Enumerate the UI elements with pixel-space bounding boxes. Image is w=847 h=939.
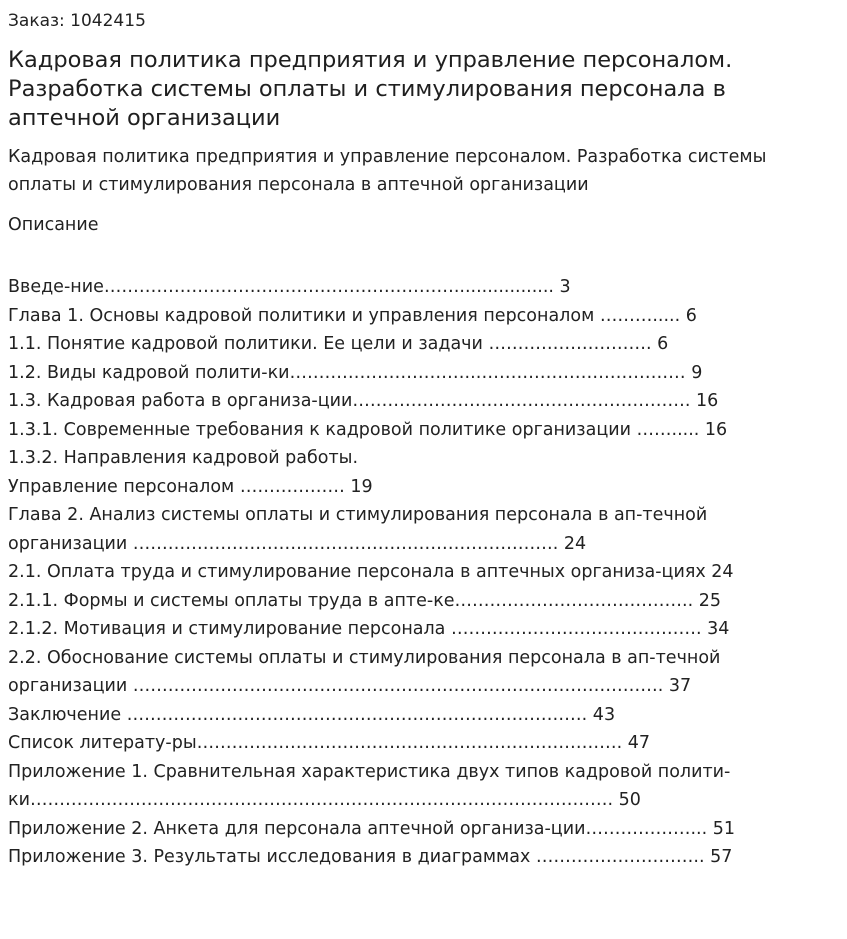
toc-line: 2.1.1. Формы и системы оплаты труда в апте-ке………………………………….. 25: [8, 590, 721, 611]
subtitle-line: Кадровая политика предприятия и управление персоналом. Разработка системы: [8, 147, 767, 167]
toc-line: Глава 2. Анализ системы оплаты и стимулирования персонала в ап-течной: [8, 505, 708, 525]
toc-line: Введе-ние…………………………………………………….................. 3: [8, 277, 571, 297]
toc-line: Глава 1. Основы кадровой политики и управления персоналом ………..... 6: [8, 305, 697, 326]
toc-line: Управление персоналом ……………… 19: [8, 476, 373, 497]
section-heading: Описание: [8, 215, 99, 235]
document-title: [8, 46, 839, 133]
toc-line: 1.1. Понятие кадровой политики. Ее цели и задачи ………………………. 6: [8, 334, 669, 354]
toc-line: Приложение 3. Результаты исследования в диаграммах ……………………….. 57: [8, 847, 733, 867]
toc-line: 1.3. Кадровая работа в организа-ции…………………………………………………. 16: [8, 391, 719, 411]
title-line: Разработка системы оплаты и стимулирования персонала в: [8, 76, 726, 102]
toc-line: 2.1.2. Мотивация и стимулирование персонала ……………………………………. 34: [8, 619, 730, 639]
toc-line: Приложение 1. Сравнительная характеристика двух типов кадровой полити-: [8, 761, 731, 782]
document-subtitle: [8, 143, 839, 199]
toc-line: Заключение ……………………………………………………………………. 43: [8, 704, 616, 725]
toc-line: ки………………………………………………………………………………………. 50: [8, 790, 641, 810]
toc-line: 2.2. Обоснование системы оплаты и стимулирования персонала в ап-течной: [8, 647, 721, 668]
toc-line: 1.3.1. Современные требования к кадровой политике организации ……..... 16: [8, 419, 728, 440]
order-number: Заказ: 1042415: [8, 11, 146, 31]
subtitle-line: оплаты и стимулирования персонала в аптечной организации: [8, 175, 589, 195]
toc-line: организации ………………………………………………………………………………. 37: [8, 676, 692, 696]
toc-line: организации ………………………………………………………………. 24: [8, 533, 587, 554]
toc-line: Список литерату-ры………………………………………………………………. 47: [8, 733, 651, 753]
toc-line: 1.2. Виды кадровой полити-ки…………………………..……………………………… 9: [8, 362, 703, 383]
table-of-contents: [8, 273, 839, 872]
toc-line: 1.3.2. Направления кадровой работы.: [8, 448, 359, 468]
title-line: Кадровая политика предприятия и управление персоналом.: [8, 47, 733, 73]
toc-line: Приложение 2. Анкета для персонала аптечной организа-ции………………... 51: [8, 818, 735, 839]
title-line: аптечной организации: [8, 105, 281, 131]
toc-line: 2.1. Оплата труда и стимулирование персонала в аптечных организа-циях 24: [8, 562, 734, 582]
